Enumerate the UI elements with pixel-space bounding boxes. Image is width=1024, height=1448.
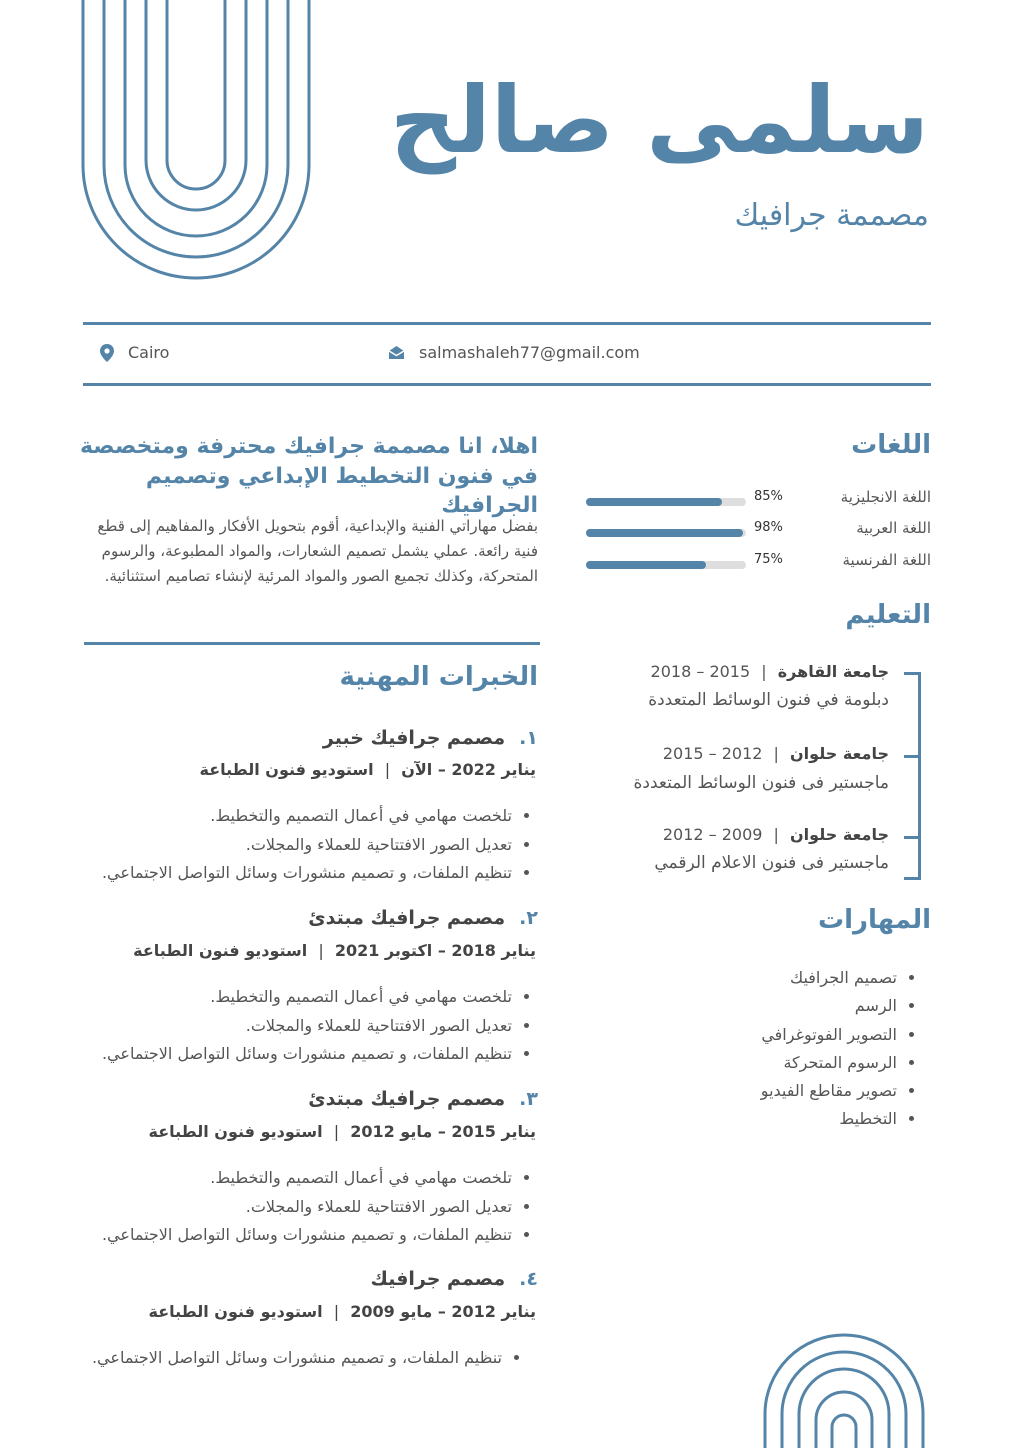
- skill-item: • تصوير مقاطع الفيديو: [761, 1077, 897, 1105]
- job-company: استوديو فنون الطباعة: [199, 760, 374, 779]
- job-dates: يناير 2022 – الآن: [401, 760, 536, 779]
- education-school: جامعة حلوان: [790, 744, 889, 763]
- job-duties: [102, 983, 534, 1069]
- job-duty: • تلخصت مهامي في أعمال التصميم والتخطيط.: [102, 983, 512, 1012]
- job-duties: [92, 1344, 524, 1373]
- job-title-text: مصمم جرافيك مبتدئ: [308, 1088, 506, 1110]
- education-school: جامعة حلوان: [790, 825, 889, 844]
- language-row: [586, 551, 931, 575]
- education-years: 2015 – 2018: [650, 662, 751, 681]
- language-percent: 98%: [754, 520, 783, 535]
- education-degree: دبلومة في فنون الوسائط المتعددة: [648, 690, 889, 710]
- skill-item: • التصوير الفوتوغرافي: [761, 1021, 897, 1049]
- section-divider: [84, 642, 540, 645]
- language-bar-track: [586, 529, 746, 537]
- job-company: استوديو فنون الطباعة: [148, 1122, 323, 1141]
- experience-title: الخبرات المهنية: [339, 662, 538, 692]
- job-duties: [102, 1164, 534, 1250]
- job-company: استوديو فنون الطباعة: [148, 1302, 323, 1321]
- job-meta: يناير 2018 – اكتوبر 2021 | استوديو فنون الطباعة: [133, 941, 536, 960]
- job-duty: • تلخصت مهامي في أعمال التصميم والتخطيط.: [102, 802, 512, 831]
- job-duty: • تلخصت مهامي في أعمال التصميم والتخطيط.: [102, 1164, 512, 1193]
- language-label: اللغة الفرنسية: [842, 551, 931, 569]
- contact-top-rule: [83, 322, 931, 325]
- job-number: ١.: [519, 727, 538, 749]
- language-label: اللغة العربية: [856, 519, 931, 537]
- education-entry-heading: جامعة حلوان | 2009 – 2012: [662, 825, 889, 844]
- language-bar-fill: [586, 529, 743, 537]
- skills-list: [761, 964, 919, 1134]
- education-entry-heading: جامعة حلوان | 2012 – 2015: [662, 744, 889, 763]
- job-meta: يناير 2012 – مايو 2009 | استوديو فنون الطباعة: [148, 1302, 536, 1321]
- languages-title: اللغات: [851, 430, 931, 460]
- job-duty: • تنظيم الملفات، و تصميم منشورات وسائل التواصل الاجتماعي.: [102, 859, 512, 888]
- job-title: [371, 1268, 538, 1290]
- education-years: 2009 – 2012: [662, 825, 763, 844]
- education-entry-heading: جامعة القاهرة | 2015 – 2018: [650, 662, 889, 681]
- skill-item: • الرسم: [761, 992, 897, 1020]
- location-pin-icon: [100, 344, 114, 362]
- education-title: التعليم: [845, 600, 931, 630]
- skills-title: المهارات: [817, 905, 931, 935]
- job-title-text: مصمم جرافيك: [370, 1268, 506, 1290]
- job-number: ٣.: [519, 1088, 538, 1110]
- job-duties: [102, 802, 534, 888]
- job-title: [308, 907, 538, 929]
- decorative-arches-top: [80, 0, 312, 282]
- language-row: [586, 519, 931, 543]
- contact-bottom-rule: [83, 383, 931, 386]
- skill-item: • تصميم الجرافيك: [761, 964, 897, 992]
- language-bar-fill: [586, 498, 722, 506]
- language-percent: 75%: [754, 552, 783, 567]
- language-bar-fill: [586, 561, 706, 569]
- job-duty: • تعديل الصور الافتتاحية للعملاء والمجلات.: [102, 1012, 512, 1041]
- job-dates: يناير 2015 – مايو 2012: [350, 1122, 536, 1141]
- job-dates: يناير 2018 – اكتوبر 2021: [334, 941, 536, 960]
- job-dates: يناير 2012 – مايو 2009: [350, 1302, 536, 1321]
- job-title: [308, 1088, 538, 1110]
- education-timeline-bracket: [904, 672, 921, 880]
- job-meta: يناير 2015 – مايو 2012 | استوديو فنون الطباعة: [148, 1122, 536, 1141]
- job-title-text: مصمم جرافيك مبتدئ: [308, 907, 506, 929]
- education-school: جامعة القاهرة: [777, 662, 889, 681]
- decorative-arches-bottom: [762, 1332, 926, 1448]
- education-years: 2012 – 2015: [662, 744, 763, 763]
- envelope-icon: [388, 345, 405, 360]
- language-bar-track: [586, 561, 746, 569]
- intro-title: اهلا، انا مصممة جرافيك محترفة ومتخصصة في فنون التخطيط الإبداعي وتصميم الجرافيك: [79, 434, 538, 519]
- job-meta: يناير 2022 – الآن | استوديو فنون الطباعة: [199, 760, 536, 779]
- intro-body: بفضل مهاراتي الفنية والإبداعية، أقوم بتحويل الأفكار والمفاهيم إلى قطع فنية رائعة. عملي يشمل تصميم الشعارات، والمواد المطبوعة، والرسوم المتحركة، وكذلك تجميع الصور والمواد المرئية لإنشاء تصاميم استثنائية.: [97, 517, 538, 585]
- email-link[interactable]: salmashaleh77@gmail.com: [419, 343, 640, 362]
- job-duty: • تنظيم الملفات، و تصميم منشورات وسائل التواصل الاجتماعي.: [102, 1040, 512, 1069]
- job-duty: • تنظيم الملفات، و تصميم منشورات وسائل التواصل الاجتماعي.: [92, 1344, 502, 1373]
- candidate-name: سلمى صالح: [389, 67, 929, 174]
- job-duty: • تعديل الصور الافتتاحية للعملاء والمجلات.: [102, 831, 512, 860]
- job-number: ٤.: [519, 1268, 538, 1290]
- education-timeline-tick: [904, 755, 918, 758]
- education-timeline-tick: [904, 836, 918, 839]
- language-label: اللغة الانجليزية: [840, 488, 931, 506]
- candidate-role: مصممة جرافيك: [734, 198, 929, 233]
- job-duty: • تعديل الصور الافتتاحية للعملاء والمجلات.: [102, 1193, 512, 1222]
- job-number: ٢.: [519, 907, 538, 929]
- job-duty: • تنظيم الملفات، و تصميم منشورات وسائل التواصل الاجتماعي.: [102, 1221, 512, 1250]
- language-bar-track: [586, 498, 746, 506]
- job-company: استوديو فنون الطباعة: [133, 941, 308, 960]
- location-text: Cairo: [128, 343, 170, 362]
- skill-item: • الرسوم المتحركة: [761, 1049, 897, 1077]
- language-percent: 85%: [754, 489, 783, 504]
- job-title-text: مصمم جرافيك خبير: [322, 727, 506, 749]
- education-degree: ماجستير فى فنون الاعلام الرقمي: [654, 853, 889, 873]
- language-row: [586, 488, 931, 512]
- education-degree: ماجستير فى فنون الوسائط المتعددة: [633, 773, 889, 793]
- job-title: [323, 727, 538, 749]
- skill-item: • التخطيط: [761, 1105, 897, 1133]
